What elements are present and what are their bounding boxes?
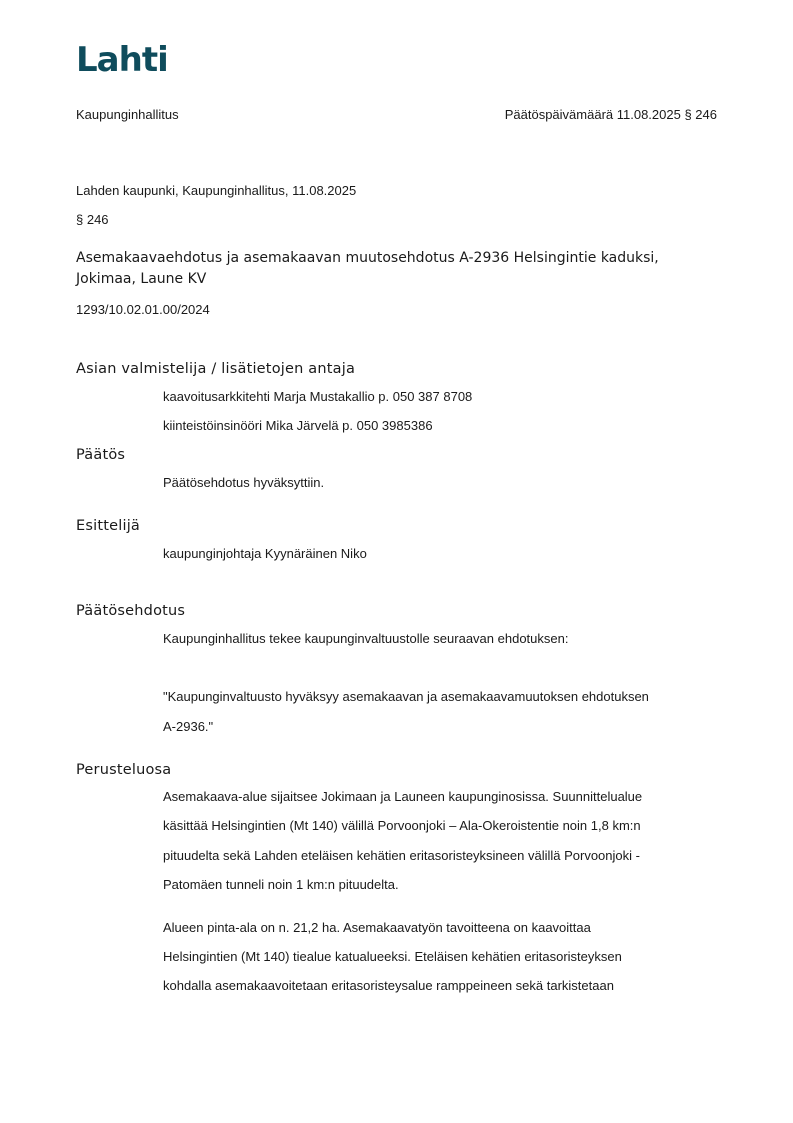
title-line-2: Jokimaa, Laune KV [76, 271, 207, 287]
rationale-p1-line-4: Patomäen tunneli noin 1 km:n pituudelta. [163, 877, 399, 892]
presenter-heading: Esittelijä [76, 518, 141, 534]
rationale-p2-line-3: kohdalla asemakaavoitetaan eritasoristeysalue ramppeineen sekä tarkistetaan [163, 978, 614, 993]
preparer-line-1: kaavoitusarkkitehti Marja Mustakallio p. 050 387 8708 [163, 389, 473, 404]
organ-name: Kaupunginhallitus [76, 107, 179, 122]
document-title [76, 248, 676, 290]
rationale-p2-line-2: Helsingintien (Mt 140) tiealue katualueeksi. Eteläisen kehätien eritasoristeyksen [163, 949, 622, 964]
rationale-p1-line-1: Asemakaava-alue sijaitsee Jokimaan ja Launeen kaupunginosissa. Suunnittelualue [163, 789, 643, 804]
proposal-heading: Päätösehdotus [76, 603, 186, 619]
decision-heading: Päätös [76, 447, 126, 463]
decision-date: Päätöspäivämäärä 11.08.2025 § 246 [504, 107, 717, 122]
preparer-line-2: kiinteistöinsinööri Mika Järvelä p. 050 3985386 [163, 418, 433, 433]
preparer-heading: Asian valmistelija / lisätietojen antaja [76, 361, 356, 377]
proposal-quote-line-1: "Kaupunginvaltuusto hyväksyy asemakaavan ja asemakaavamuutoksen ehdotuksen [163, 689, 649, 704]
rationale-p1-line-3: pituudelta sekä Lahden eteläisen kehätien eritasoristeyksineen välillä Porvoonjoki - [163, 848, 640, 863]
lahti-logo: Lahti [76, 40, 168, 80]
proposal-quote-line-2: A-2936." [163, 719, 214, 734]
diary-number: 1293/10.02.01.00/2024 [76, 302, 210, 317]
rationale-p2-line-1: Alueen pinta-ala on n. 21,2 ha. Asemakaavatyön tavoitteena on kaavoittaa [163, 920, 591, 935]
rationale-heading: Perusteluosa [76, 762, 172, 778]
title-line-1: Asemakaavaehdotus ja asemakaavan muutosehdotus A-2936 Helsingintie kaduksi, [76, 250, 659, 266]
decision-text: Päätösehdotus hyväksyttiin. [163, 475, 325, 490]
rationale-p1-line-2: käsittää Helsingintien (Mt 140) välillä Porvoonjoki – Ala-Okeroistentie noin 1,8 km:n [163, 818, 641, 833]
meeting-info: Lahden kaupunki, Kaupunginhallitus, 11.08.2025 [76, 183, 357, 198]
section-number: § 246 [76, 212, 109, 227]
proposal-intro: Kaupunginhallitus tekee kaupunginvaltuustolle seuraavan ehdotuksen: [163, 631, 569, 646]
presenter-text: kaupunginjohtaja Kyynäräinen Niko [163, 546, 367, 561]
